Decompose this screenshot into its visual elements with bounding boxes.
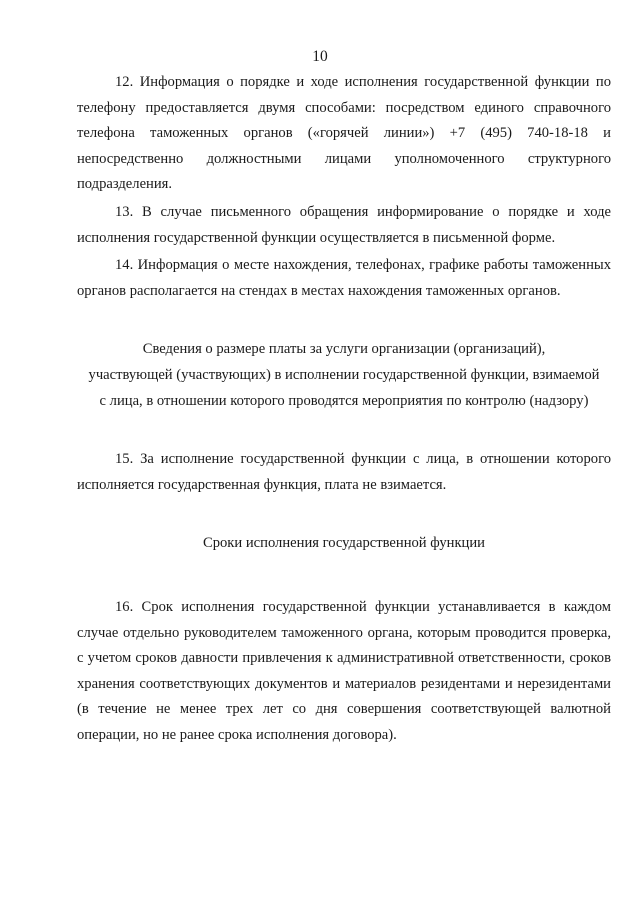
paragraph-15: 15. За исполнение государственной функции с лица, в отношении которого исполняется государственная функция, плата не взимается. bbox=[77, 451, 611, 493]
fee-heading-line-1: Сведения о размере платы за услуги организации (организаций), bbox=[142, 341, 546, 358]
paragraph-13: 13. В случае письменного обращения информирование о порядке и ходе исполнения государственной функции осуществляется в письменной форме. bbox=[77, 203, 611, 246]
fee-section-heading bbox=[77, 337, 611, 414]
document-body bbox=[77, 70, 611, 748]
page-number: 10 bbox=[312, 48, 328, 65]
paragraph-12: 12. Информация о порядке и ходе исполнения государственной функции по телефону предоставляется двумя способами: посредством единого справочного телефона таможенных органов («горячей линии») +7 (495) 740-18-18 и непосредственно должностными лицами уполномоченного структурного подразделения. bbox=[77, 74, 611, 193]
paragraph-16: 16. Срок исполнения государственной функции устанавливается в каждом случае отдельно руководителем таможенного органа, которым проводится проверка, с учетом сроков давности привлечения к административной ответственности, сроков хранения соответствующих документов и материалов резидентами и нерезидентами (в течение не менее трех лет со дня совершения соответствующей валютной операции, но не ранее срока исполнения договора). bbox=[77, 598, 611, 743]
paragraph-14: 14. Информация о месте нахождения, телефонах, графике работы таможенных органов располагается на стендах в местах нахождения таможенных органов. bbox=[77, 257, 611, 299]
terms-section-heading: Сроки исполнения государственной функции bbox=[202, 535, 485, 552]
fee-heading-line-2: участвующей (участвующих) в исполнении государственной функции, взимаемой bbox=[88, 366, 600, 383]
fee-heading-line-3: с лица, в отношении которого проводятся мероприятия по контролю (надзору) bbox=[99, 392, 589, 409]
